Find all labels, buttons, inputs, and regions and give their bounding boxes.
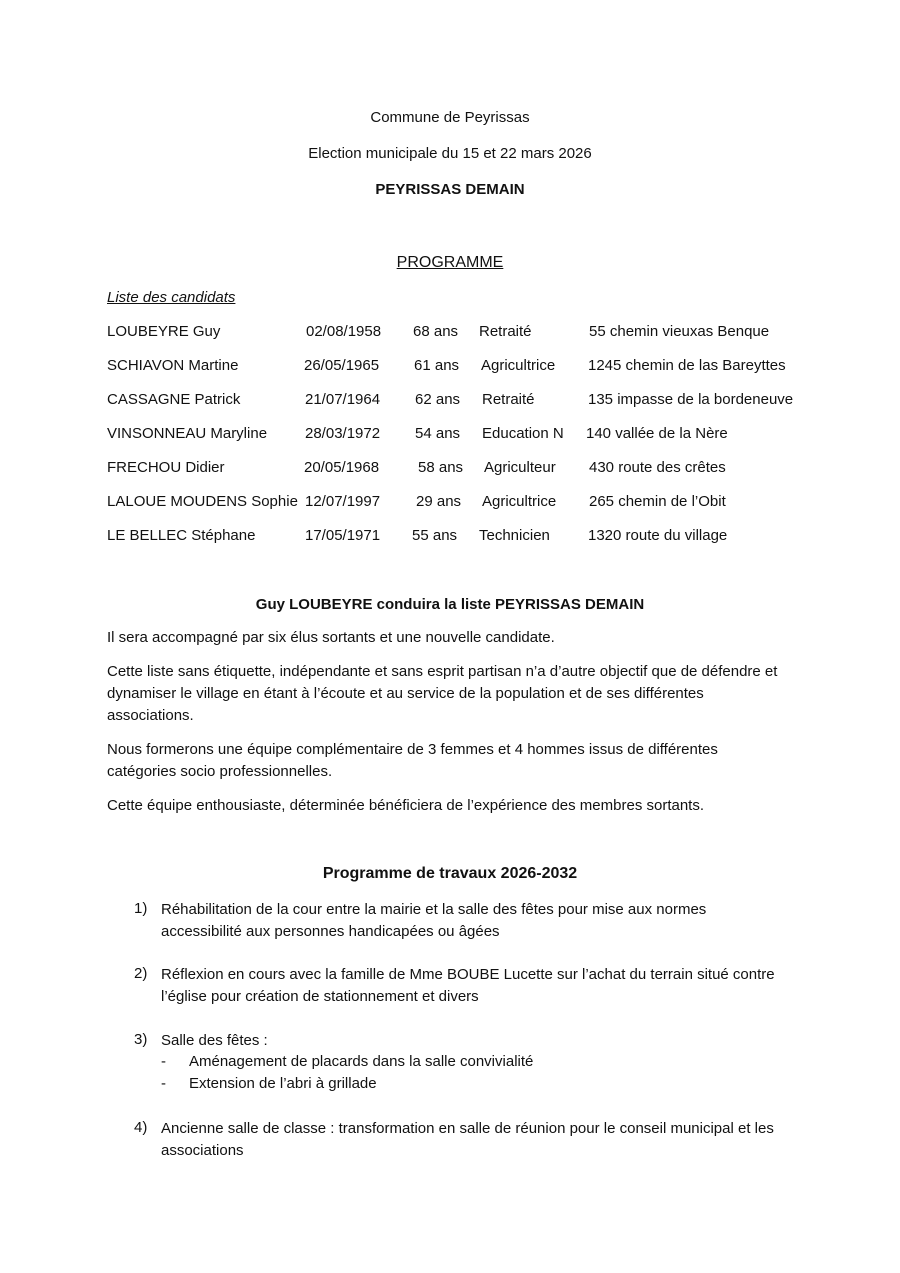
- candidate-age: 62 ans: [415, 391, 461, 408]
- candidate-job: Agriculteur: [484, 459, 556, 476]
- item-line: Réhabilitation de la cour entre la mairie et la salle des fêtes pour mise aux normes: [161, 901, 707, 918]
- item-number: 1): [134, 900, 148, 917]
- candidate-dob: 02/08/1958: [306, 323, 382, 340]
- candidate-name: SCHIAVON Martine: [107, 357, 239, 374]
- candidate-age: 55 ans: [412, 527, 458, 544]
- intro-paragraph-4: Cette équipe enthousiaste, déterminée bénéficiera de l’expérience des membres sortants.: [107, 797, 705, 814]
- sub-item: Aménagement de placards dans la salle convivialité: [189, 1053, 534, 1070]
- candidates-heading: Liste des candidats: [107, 289, 236, 306]
- item-line: associations: [161, 1142, 244, 1159]
- candidate-name: VINSONNEAU Maryline: [107, 425, 268, 442]
- candidate-age: 58 ans: [418, 459, 464, 476]
- item-number: 3): [134, 1031, 148, 1048]
- item-line: Réflexion en cours avec la famille de Mme BOUBE Lucette sur l’achat du terrain situé contre: [161, 966, 775, 983]
- candidate-dob: 20/05/1968: [304, 459, 380, 476]
- candidate-dob: 26/05/1965: [304, 357, 380, 374]
- candidate-address: 1320 route du village: [588, 527, 728, 544]
- item-text: [161, 899, 811, 943]
- sub-item: Extension de l’abri à grillade: [189, 1075, 377, 1092]
- candidate-dob: 17/05/1971: [305, 527, 381, 544]
- candidate-address: 265 chemin de l’Obit: [589, 493, 726, 510]
- candidate-job: Technicien: [479, 527, 550, 544]
- paragraph-line: Cette liste sans étiquette, indépendante et sans esprit partisan n’a d’autre objectif que de défendre et: [107, 663, 778, 680]
- sub-bullet-dash: -: [161, 1075, 166, 1092]
- candidate-address: 55 chemin vieuxas Benque: [589, 323, 770, 340]
- election-title: Election municipale du 15 et 22 mars 2026: [308, 145, 592, 162]
- paragraph-line: catégories socio professionnelles.: [107, 763, 333, 780]
- commune-title: Commune de Peyrissas: [370, 109, 530, 126]
- programme-title: PROGRAMME: [396, 254, 504, 271]
- item-line: accessibilité aux personnes handicapées ou âgées: [161, 923, 500, 940]
- candidate-job: Agricultrice: [482, 493, 557, 510]
- paragraph-line: associations.: [107, 707, 194, 724]
- candidate-job: Retraité: [482, 391, 535, 408]
- candidate-age: 29 ans: [416, 493, 462, 510]
- candidate-name: LOUBEYRE Guy: [107, 323, 221, 340]
- candidate-dob: 28/03/1972: [305, 425, 381, 442]
- item-text: [161, 1118, 811, 1162]
- candidate-address: 430 route des crêtes: [589, 459, 726, 476]
- candidate-name: FRECHOU Didier: [107, 459, 225, 476]
- item-number: 4): [134, 1119, 148, 1136]
- candidate-age: 54 ans: [415, 425, 461, 442]
- intro-paragraph-2: [107, 661, 807, 727]
- item-line: l’église pour création de stationnement et divers: [161, 988, 479, 1005]
- candidate-name: LALOUE MOUDENS Sophie: [107, 493, 298, 510]
- paragraph-line: Nous formerons une équipe complémentaire de 3 femmes et 4 hommes issus de différentes: [107, 741, 718, 758]
- candidate-dob: 12/07/1997: [305, 493, 381, 510]
- paragraph-line: dynamiser le village en étant à l’écoute et au service de la population et de ses différentes: [107, 685, 704, 702]
- travaux-heading: Programme de travaux 2026-2032: [322, 865, 578, 882]
- candidate-name: LE BELLEC Stéphane: [107, 527, 256, 544]
- candidate-dob: 21/07/1964: [305, 391, 381, 408]
- item-text: Salle des fêtes :: [161, 1032, 268, 1049]
- candidate-job: Retraité: [479, 323, 532, 340]
- item-text: [161, 964, 811, 1008]
- item-number: 2): [134, 965, 148, 982]
- leader-heading: Guy LOUBEYRE conduira la liste PEYRISSAS DEMAIN: [255, 596, 645, 613]
- intro-paragraph-1: Il sera accompagné par six élus sortants et une nouvelle candidate.: [107, 629, 555, 646]
- candidate-name: CASSAGNE Patrick: [107, 391, 241, 408]
- candidate-job: Education N: [482, 425, 564, 442]
- intro-paragraph-3: [107, 739, 807, 783]
- sub-bullet-dash: -: [161, 1053, 166, 1070]
- list-name-title: PEYRISSAS DEMAIN: [375, 181, 525, 198]
- candidate-address: 140 vallée de la Nère: [586, 425, 728, 442]
- item-line: Ancienne salle de classe : transformation en salle de réunion pour le conseil municipal et les: [161, 1120, 774, 1137]
- candidate-address: 1245 chemin de las Bareyttes: [588, 357, 786, 374]
- candidate-job: Agricultrice: [481, 357, 556, 374]
- candidate-age: 61 ans: [414, 357, 460, 374]
- candidate-age: 68 ans: [413, 323, 459, 340]
- candidate-address: 135 impasse de la bordeneuve: [588, 391, 794, 408]
